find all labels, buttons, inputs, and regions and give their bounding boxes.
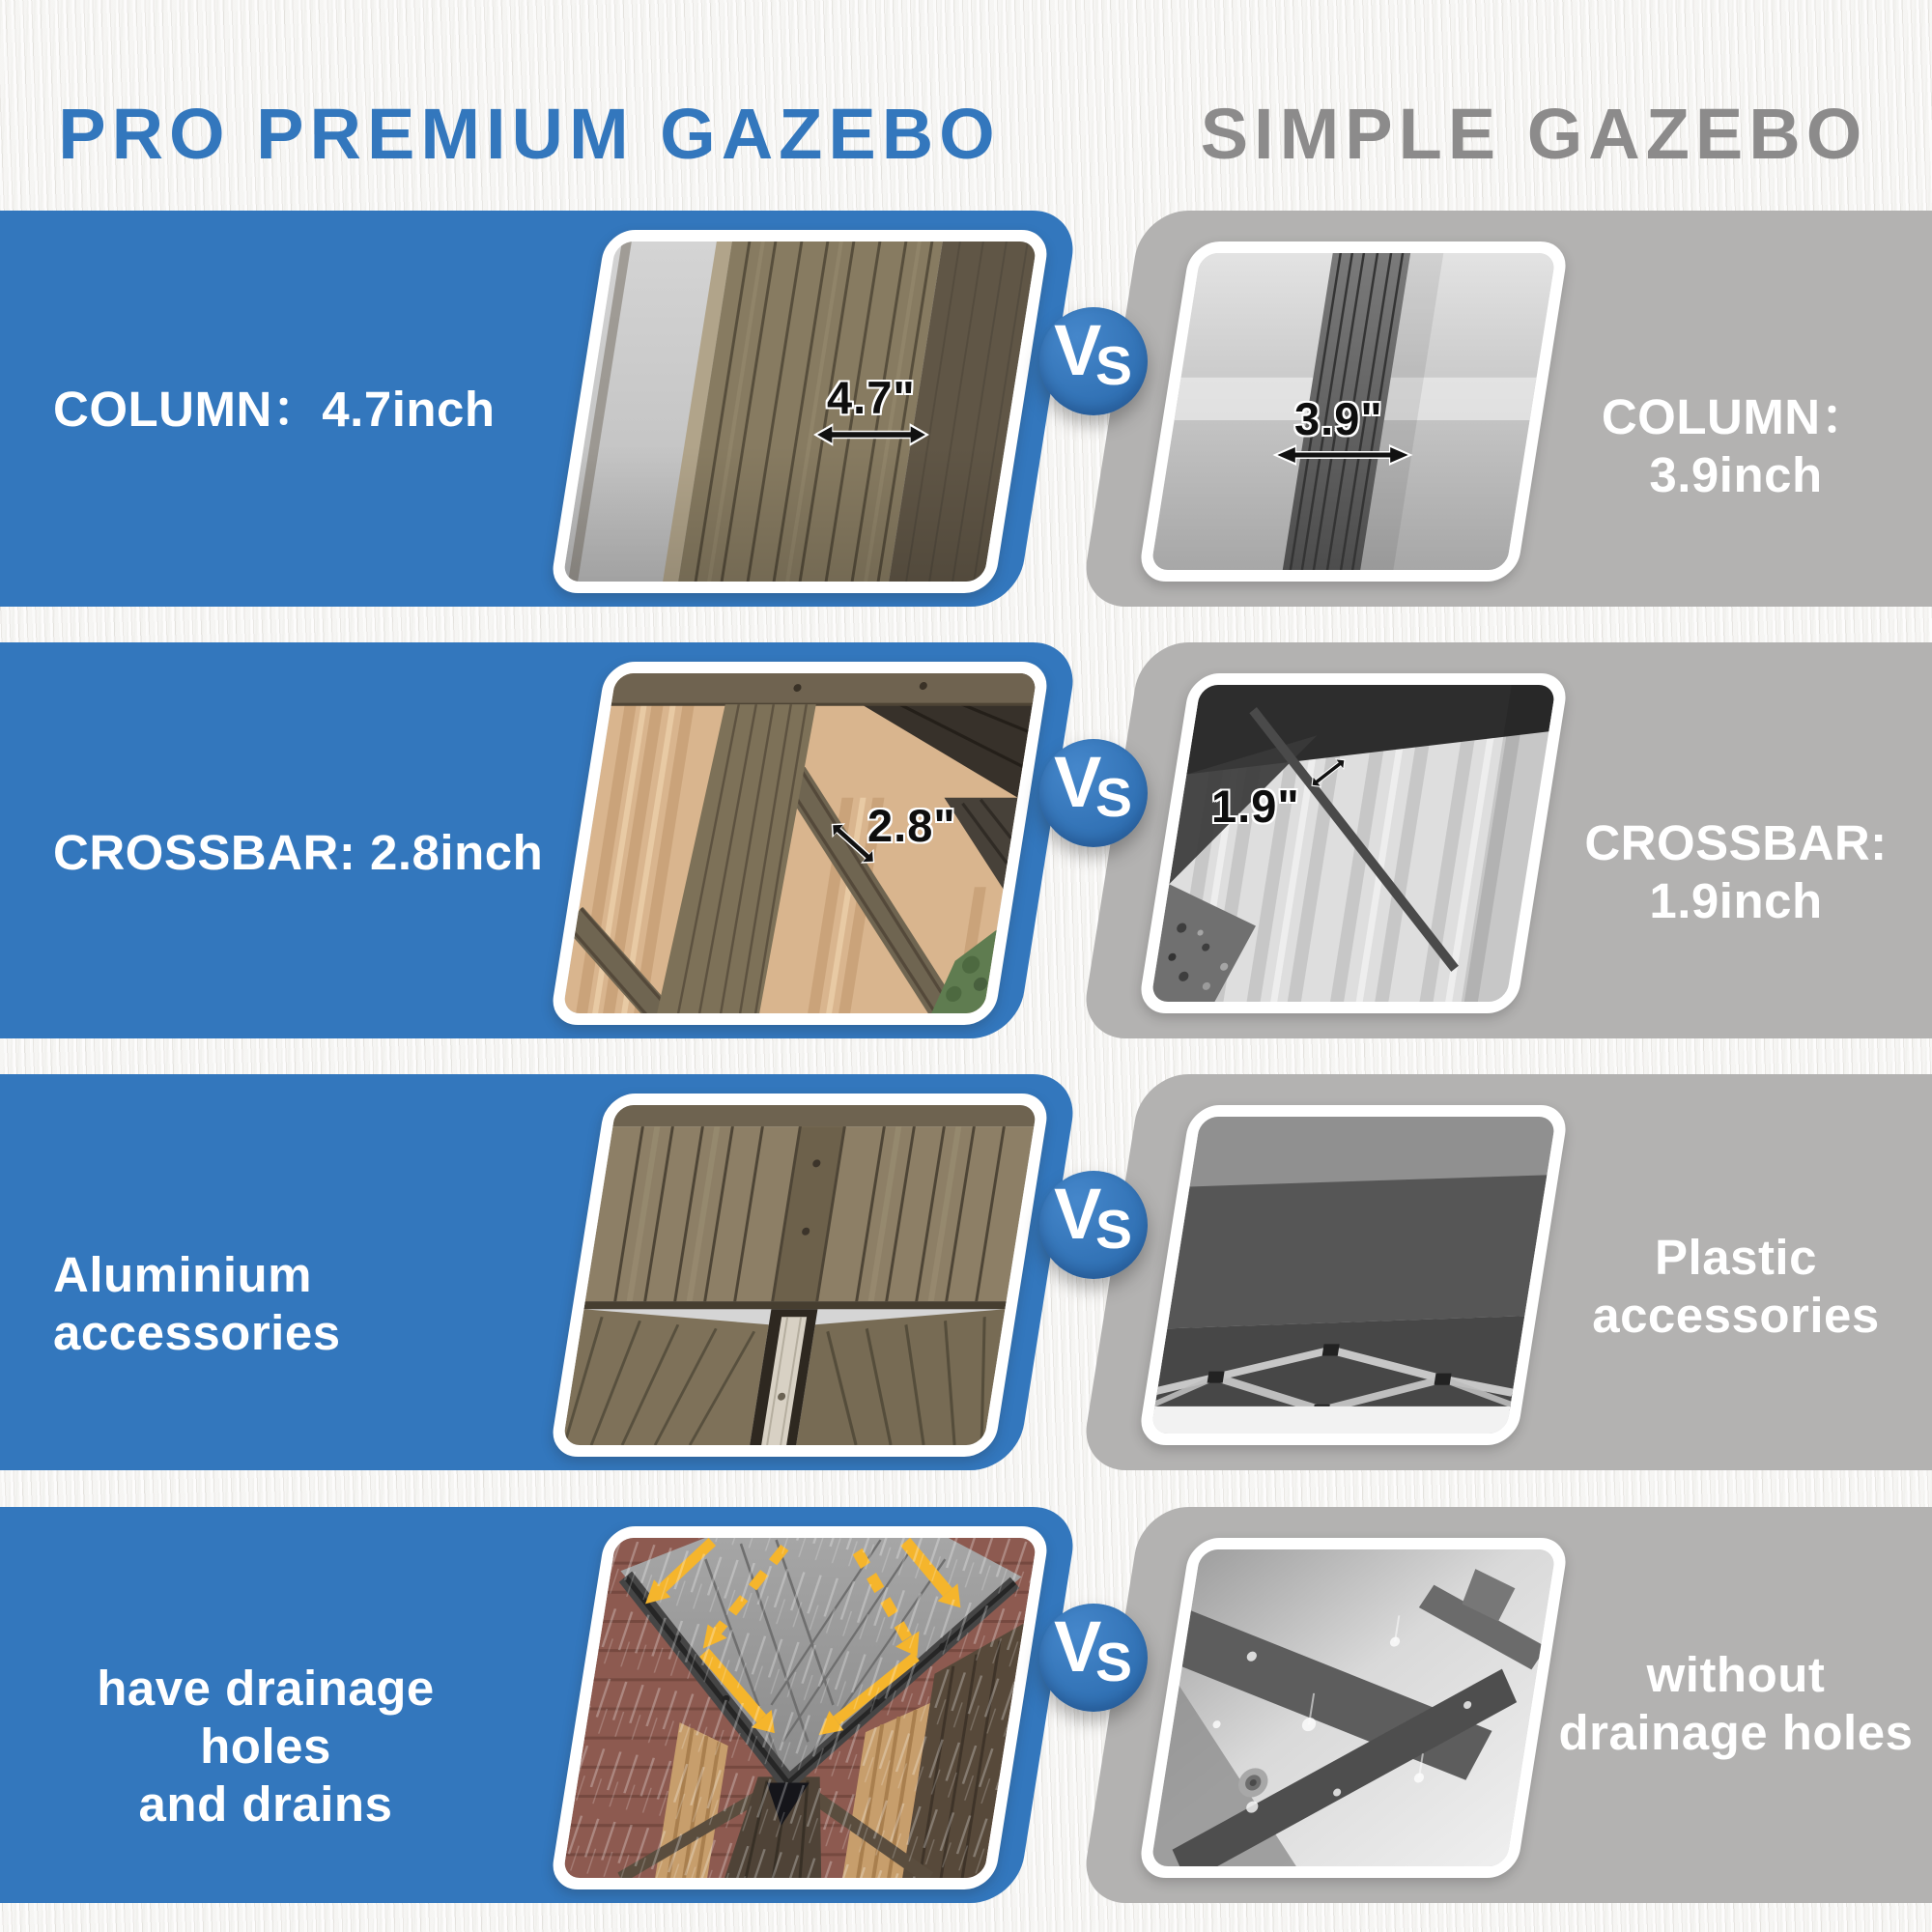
pro-crossbar-photo xyxy=(562,673,1037,1013)
caption-line: COLUMN：4.7inch xyxy=(53,382,496,437)
simple-accessories-caption xyxy=(1548,1229,1924,1345)
vs-badge xyxy=(1039,1604,1148,1712)
simple-crossbar-photo xyxy=(1151,685,1556,1002)
pro-premium-title: PRO PREMIUM GAZEBO xyxy=(58,94,1001,174)
caption-line: accessories xyxy=(1592,1288,1880,1343)
simple-gazebo-title: SIMPLE GAZEBO xyxy=(1200,94,1868,174)
caption-line: and drains xyxy=(138,1776,393,1832)
vs-letter-s: S xyxy=(1095,1632,1133,1693)
simple-crossbar-caption xyxy=(1548,814,1924,930)
comparison-row-drainage xyxy=(0,1507,1932,1903)
pro-column-photo-frame xyxy=(549,230,1051,593)
vs-letter-v: V xyxy=(1054,310,1102,390)
simple-crossbar-photo-frame xyxy=(1137,673,1570,1013)
pro-drainage-photo xyxy=(562,1538,1037,1878)
caption-line: CROSSBAR: xyxy=(1584,815,1888,870)
simple-drainage-photo-frame xyxy=(1137,1538,1570,1878)
caption-line: without xyxy=(1646,1647,1826,1702)
pro-drainage-caption xyxy=(34,1660,497,1833)
pro-crossbar-photo-frame xyxy=(549,662,1051,1025)
simple-crossbar-measurement: 1.9" xyxy=(1211,781,1300,832)
vs-badge xyxy=(1039,739,1148,847)
pro-crossbar-caption xyxy=(53,824,565,882)
simple-accessories-photo-frame xyxy=(1137,1105,1570,1445)
vs-letter-s: S xyxy=(1095,335,1133,397)
pro-accessories-caption xyxy=(53,1246,565,1362)
caption-line: Aluminium accessories xyxy=(53,1247,341,1360)
simple-accessories-photo xyxy=(1151,1117,1556,1434)
caption-line: Plastic xyxy=(1655,1230,1817,1285)
vs-letter-s: S xyxy=(1095,767,1133,829)
pro-crossbar-measurement: 2.8" xyxy=(867,800,956,851)
caption-line: have drainage holes xyxy=(97,1661,435,1774)
caption-line: drainage holes xyxy=(1558,1705,1914,1760)
vs-letter-s: S xyxy=(1095,1199,1133,1261)
pro-accessories-photo xyxy=(562,1105,1037,1445)
vs-badge xyxy=(1039,1171,1148,1279)
pro-column-photo xyxy=(562,242,1037,582)
simple-drainage-caption xyxy=(1548,1646,1924,1762)
pro-column-caption xyxy=(53,381,565,439)
comparison-row-column xyxy=(0,211,1932,607)
pro-drainage-photo-frame xyxy=(549,1526,1051,1889)
pro-accessories-photo-frame xyxy=(549,1094,1051,1457)
vs-letter-v: V xyxy=(1054,1606,1102,1687)
simple-column-caption xyxy=(1548,388,1924,504)
simple-column-measurement: 3.9" xyxy=(1294,393,1383,444)
caption-line: 3.9inch xyxy=(1649,447,1823,502)
caption-line: CROSSBAR: 2.8inch xyxy=(53,825,544,880)
vs-letter-v: V xyxy=(1054,742,1102,822)
caption-line: 1.9inch xyxy=(1649,873,1823,928)
comparison-row-crossbar xyxy=(0,642,1932,1038)
pro-column-measurement: 4.7" xyxy=(827,372,916,423)
double-arrow-icon xyxy=(811,421,931,448)
vs-badge xyxy=(1039,307,1148,415)
vs-letter-v: V xyxy=(1054,1174,1102,1254)
comparison-row-accessories xyxy=(0,1074,1932,1470)
caption-line: COLUMN： xyxy=(1601,389,1871,444)
double-arrow-icon xyxy=(1270,442,1415,468)
simple-drainage-photo xyxy=(1151,1549,1556,1866)
